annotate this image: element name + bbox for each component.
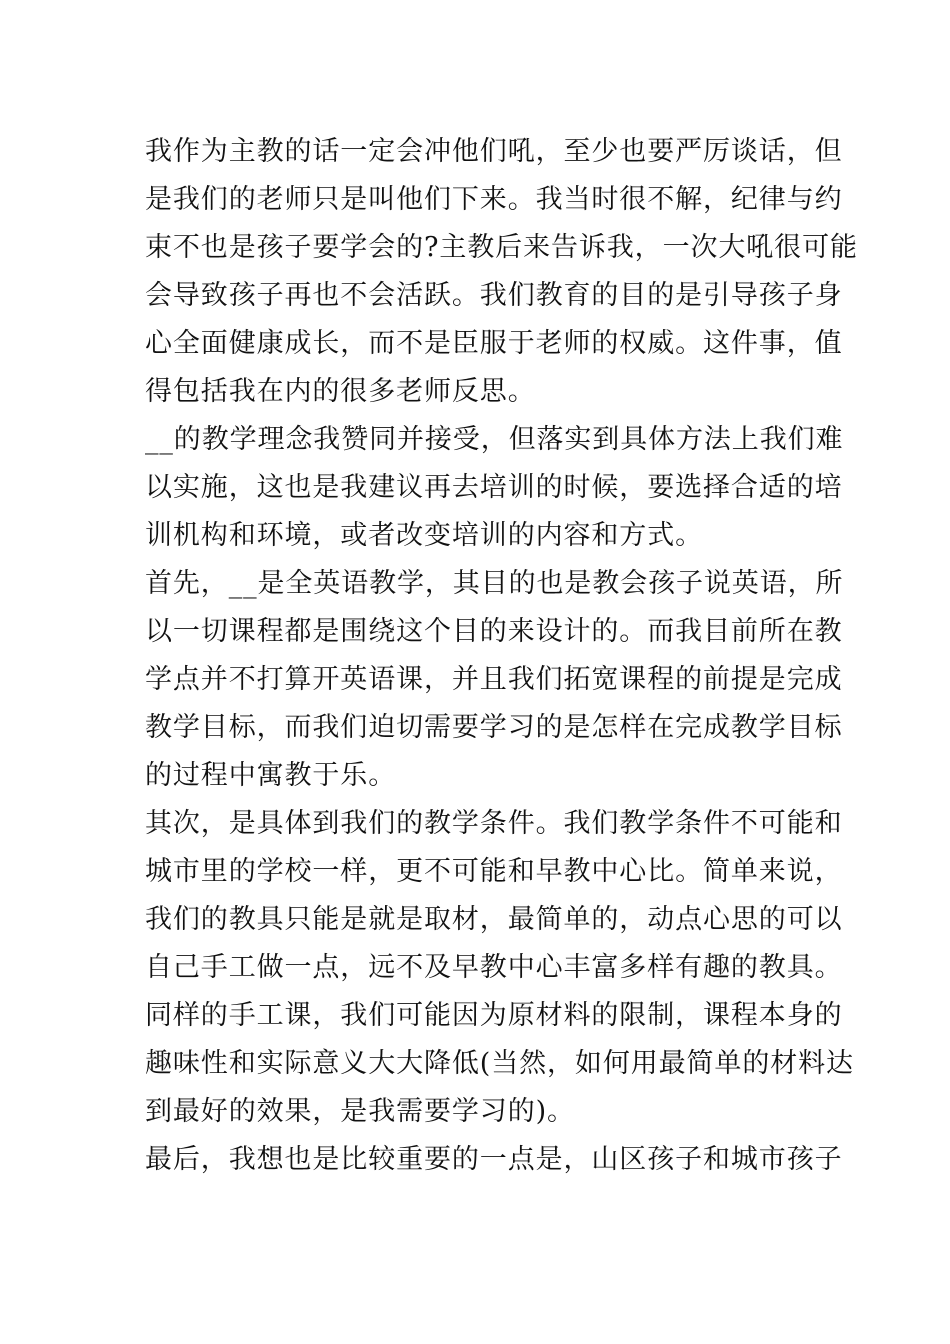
text-line: 学点并不打算开英语课，并且我们拓宽课程的前提是完成 [145,664,843,695]
text-line: 到最好的效果，是我需要学习的)。 [145,1096,575,1127]
text-line: 同样的手工课，我们可能因为原材料的限制，课程本身的 [145,1000,843,1031]
text-line: 教学目标，而我们迫切需要学习的是怎样在完成教学目标 [145,712,843,743]
text-line: 训机构和环境，或者改变培训的内容和方式。 [145,520,703,551]
text-line: 自己手工做一点，远不及早教中心丰富多样有趣的教具。 [145,952,843,983]
text-line: 我们的教具只能是就是取材，最简单的，动点心思的可以 [145,904,843,935]
text-line: 以实施，这也是我建议再去培训的时候，要选择合适的培 [145,472,843,503]
document-body [145,128,858,1184]
text-line: 得包括我在内的很多老师反思。 [145,376,536,407]
text-line: 首先，__是全英语教学，其目的也是教会孩子说英语，所 [145,568,844,599]
text-line: 以一切课程都是围绕这个目的来设计的。而我目前所在教 [145,616,843,647]
text-line: 束不也是孩子要学会的?主教后来告诉我，一次大吼很可能 [145,232,858,263]
text-line: 其次，是具体到我们的教学条件。我们教学条件不可能和 [145,808,843,839]
text-line: 是我们的老师只是叫他们下来。我当时很不解，纪律与约 [145,184,843,215]
text-line: 趣味性和实际意义大大降低(当然，如何用最简单的材料达 [145,1048,854,1079]
text-line: 心全面健康成长，而不是臣服于老师的权威。这件事，值 [145,328,843,359]
text-line: 会导致孩子再也不会活跃。我们教育的目的是引导孩子身 [145,280,843,311]
text-line: 城市里的学校一样，更不可能和早教中心比。简单来说， [145,856,843,887]
text-line: 我作为主教的话一定会冲他们吼，至少也要严厉谈话，但 [145,136,843,167]
text-line: __的教学理念我赞同并接受，但落实到具体方法上我们难 [145,424,844,455]
text-line: 的过程中寓教于乐。 [145,760,397,791]
text-line: 最后，我想也是比较重要的一点是，山区孩子和城市孩子 [145,1144,843,1175]
